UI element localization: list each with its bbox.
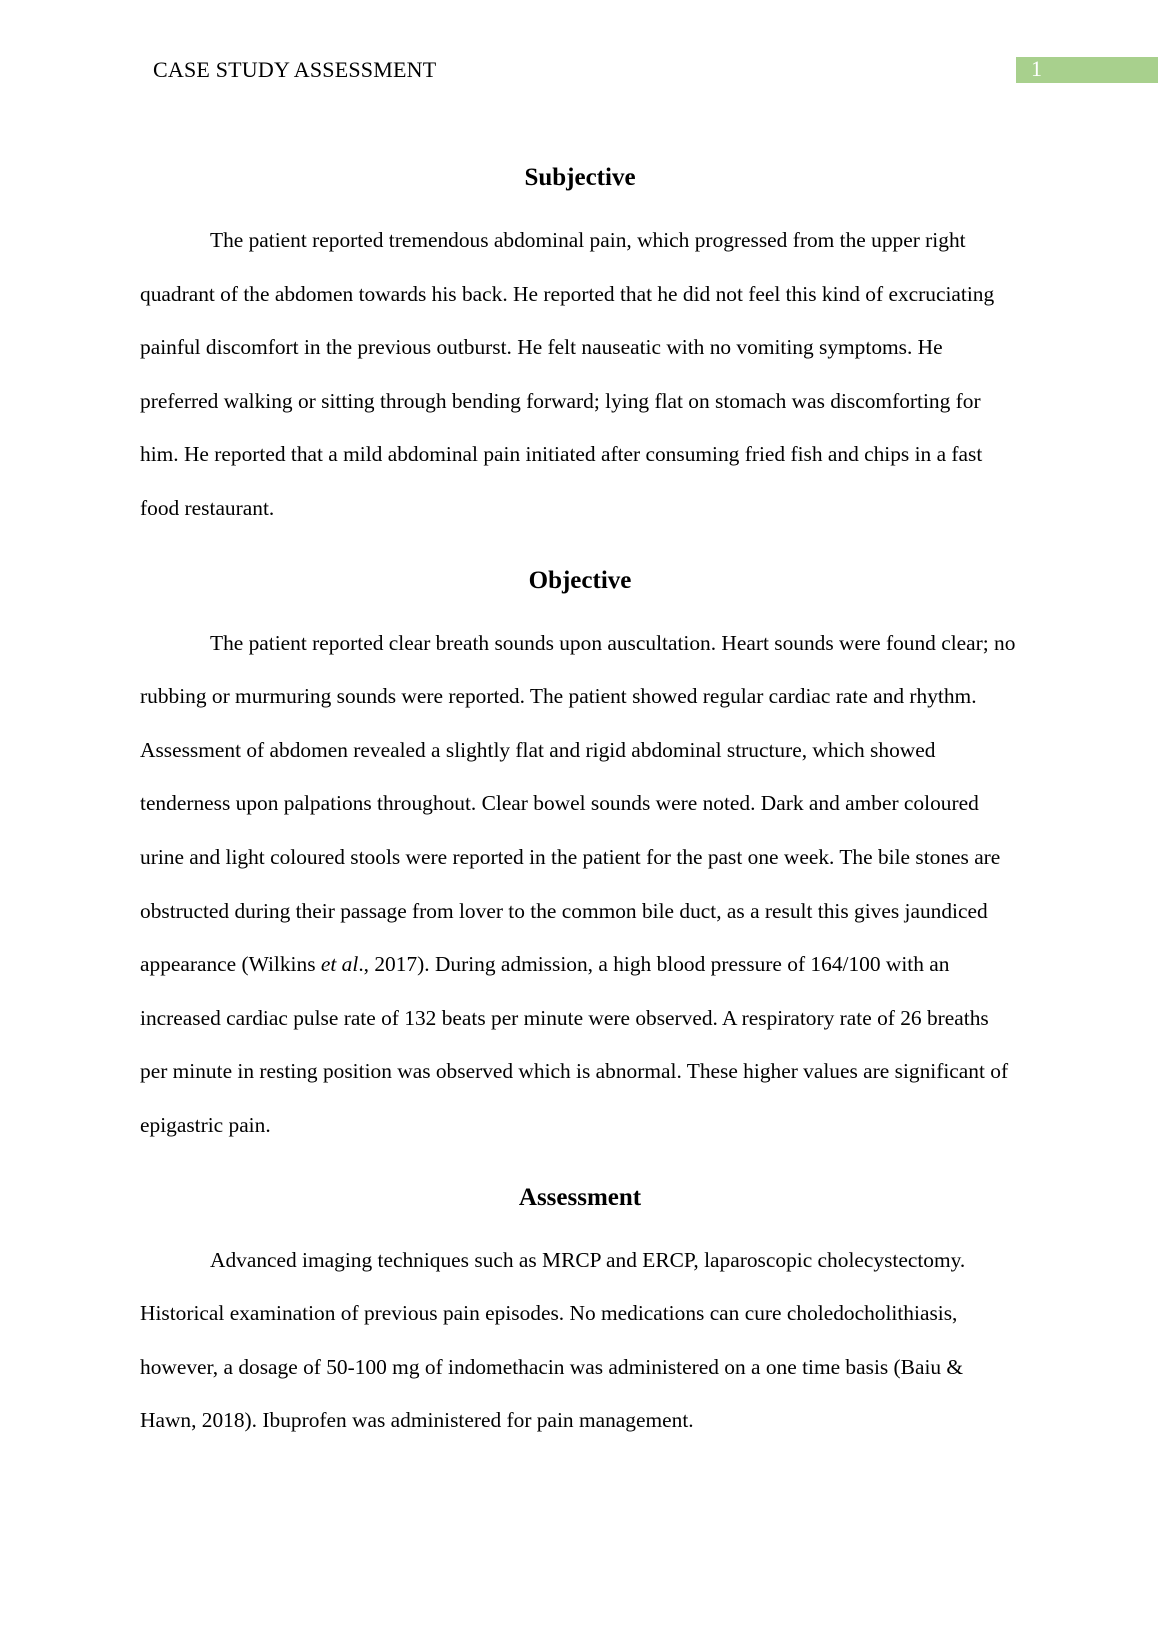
section-paragraph: Advanced imaging techniques such as MRCP and ERCP, laparoscopic cholecystectomy. Historical examination of previous pain episodes. No medications can cure choledocholithiasis, however, a dosage of 50-100 mg of indomethacin was administered on a one time basis (Baiu & Hawn, 2018). Ibuprofen was administered for pain management. — [140, 1247, 966, 1433]
page-number: 1 — [1031, 56, 1042, 81]
section-subjective — [140, 156, 1020, 536]
document-body — [140, 156, 1020, 1448]
running-head: CASE STUDY ASSESSMENT — [153, 57, 437, 82]
section-assessment — [140, 1176, 1020, 1448]
paragraph-text: ., 2017). During admission, a high blood pressure of 164/100 with an increased cardiac pulse rate of 132 beats per minute were observed. A respiratory rate of 26 breaths per minute in resting position was observed which is abnormal. These higher values are significant of epigastric pain. — [140, 952, 1009, 1137]
section-objective — [140, 559, 1020, 1153]
section-paragraph — [140, 617, 1020, 1153]
citation-italic: et al — [320, 952, 359, 977]
section-paragraph: The patient reported tremendous abdominal pain, which progressed from the upper right quadrant of the abdomen towards his back. He reported that he did not feel this kind of excruciating painful discomfort in the previous outburst. He felt nauseatic with no vomiting symptoms. He preferred walking or sitting through bending forward; lying flat on stomach was discomforting for him. He reported that a mild abdominal pain initiated after consuming fried fish and chips in a fast food restaurant. — [140, 228, 995, 520]
paragraph-text: The patient reported clear breath sounds upon auscultation. Heart sounds were found clear; no rubbing or murmuring sounds were reported. The patient showed regular cardiac rate and rhythm. Assessment of abdomen revealed a slightly flat and rigid abdominal structure, which showed tenderness upon palpations throughout. Clear bowel sounds were noted. Dark and amber coloured urine and light coloured stools were reported in the patient for the past one week. The bile stones are obstructed during their passage from lover to the common bile duct, as a result this gives jaundiced appearance (Wilkins — [140, 630, 1016, 977]
section-heading: Subjective — [524, 164, 636, 191]
section-heading: Assessment — [518, 1183, 642, 1211]
section-heading: Objective — [528, 566, 632, 594]
